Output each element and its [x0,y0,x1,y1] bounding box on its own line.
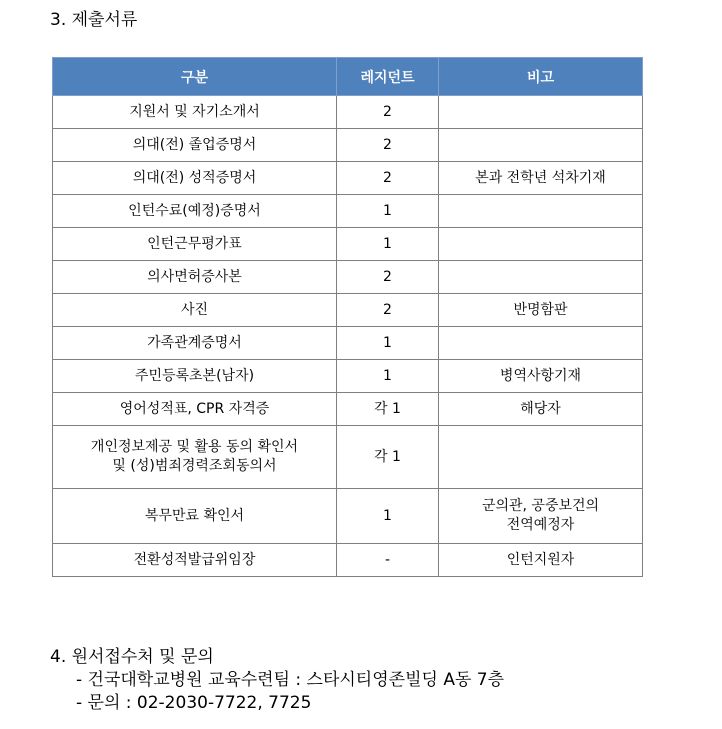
note-text: 반명함판 [513,301,568,318]
document-name-cell [53,393,337,426]
table-row [53,489,643,544]
table-row [53,228,643,261]
contact-phone-line: - 문의 : 02-2030-7722, 7725 [76,693,312,713]
table-row [53,162,643,195]
resident-count: 2 [337,162,439,195]
header-resident: 레지던트 [337,58,439,96]
documents-table [52,57,643,577]
note-cell [439,195,643,228]
table-row [53,426,643,489]
table-row [53,294,643,327]
document-name: 인턴근무평가표 [147,235,242,252]
resident-count: 각 1 [337,426,439,489]
note-cell [439,426,643,489]
document-name: 의사면허증사본 [147,268,242,285]
resident-count: 2 [337,96,439,129]
table-row [53,544,643,577]
document-name-cell [53,426,337,489]
document-name: 의대(전) 졸업증명서 [132,136,257,153]
document-name-cell [53,327,337,360]
resident-count: 1 [337,228,439,261]
resident-count: 1 [337,327,439,360]
note-cell [439,393,643,426]
note-text: 인턴지원자 [506,551,575,568]
document-name-cell [53,489,337,544]
note-text: 본과 전학년 석차기재 [475,169,606,186]
table-row [53,327,643,360]
document-name-cell [53,294,337,327]
header-note: 비고 [439,58,643,96]
resident-count: 2 [337,294,439,327]
note-text: 병역사항기재 [499,367,582,384]
table-row [53,393,643,426]
table-row [53,129,643,162]
document-name-cell [53,96,337,129]
note-cell [439,489,643,544]
table-row [53,195,643,228]
note-cell [439,294,643,327]
resident-count: 2 [337,261,439,294]
document-name-cell [53,261,337,294]
resident-count: - [337,544,439,577]
document-name-line-2: 및 (성)범죄경력조회동의서 [112,458,277,474]
resident-count: 1 [337,360,439,393]
section-4-title: 4. 원서접수처 및 문의 [50,647,214,667]
note-cell [439,129,643,162]
document-name-cell [53,129,337,162]
table-row [53,261,643,294]
resident-count: 각 1 [337,393,439,426]
document-name-cell [53,162,337,195]
document-name: 복무만료 확인서 [144,507,245,524]
note-cell [439,327,643,360]
note-cell [439,96,643,129]
document-name: 영어성적표, CPR 자격증 [119,400,270,417]
document-name-line-1: 개인정보제공 및 활용 동의 확인서 [90,439,299,455]
document-name: 전환성적발급위임장 [133,551,256,568]
note-text-line-1: 군의관, 공중보건의 [481,498,600,514]
document-name-cell [53,360,337,393]
table-row [53,96,643,129]
document-name: 의대(전) 성적증명서 [132,169,257,186]
resident-count: 1 [337,195,439,228]
resident-count: 2 [337,129,439,162]
document-name: 가족관계증명서 [147,334,242,351]
table-row [53,360,643,393]
note-text-line-2: 전역예정자 [506,517,575,533]
note-cell [439,162,643,195]
note-cell [439,261,643,294]
document-name: 사진 [180,301,209,318]
document-name: 주민등록초본(남자) [134,367,255,384]
table-header-row [53,58,643,96]
note-text: 해당자 [520,400,561,417]
section-4 [50,646,504,715]
document-name-cell [53,544,337,577]
header-category: 구분 [53,58,337,96]
document-name: 인턴수료(예정)증명서 [128,202,261,219]
contact-office-line: - 건국대학교병원 교육수련팀 : 스타시티영존빌딩 A동 7층 [76,670,505,690]
document-name-cell [53,195,337,228]
document-name: 지원서 및 자기소개서 [129,103,260,120]
resident-count: 1 [337,489,439,544]
note-cell [439,544,643,577]
section-3-title: 3. 제출서류 [50,10,138,30]
note-cell [439,360,643,393]
note-cell [439,228,643,261]
document-name-cell [53,228,337,261]
